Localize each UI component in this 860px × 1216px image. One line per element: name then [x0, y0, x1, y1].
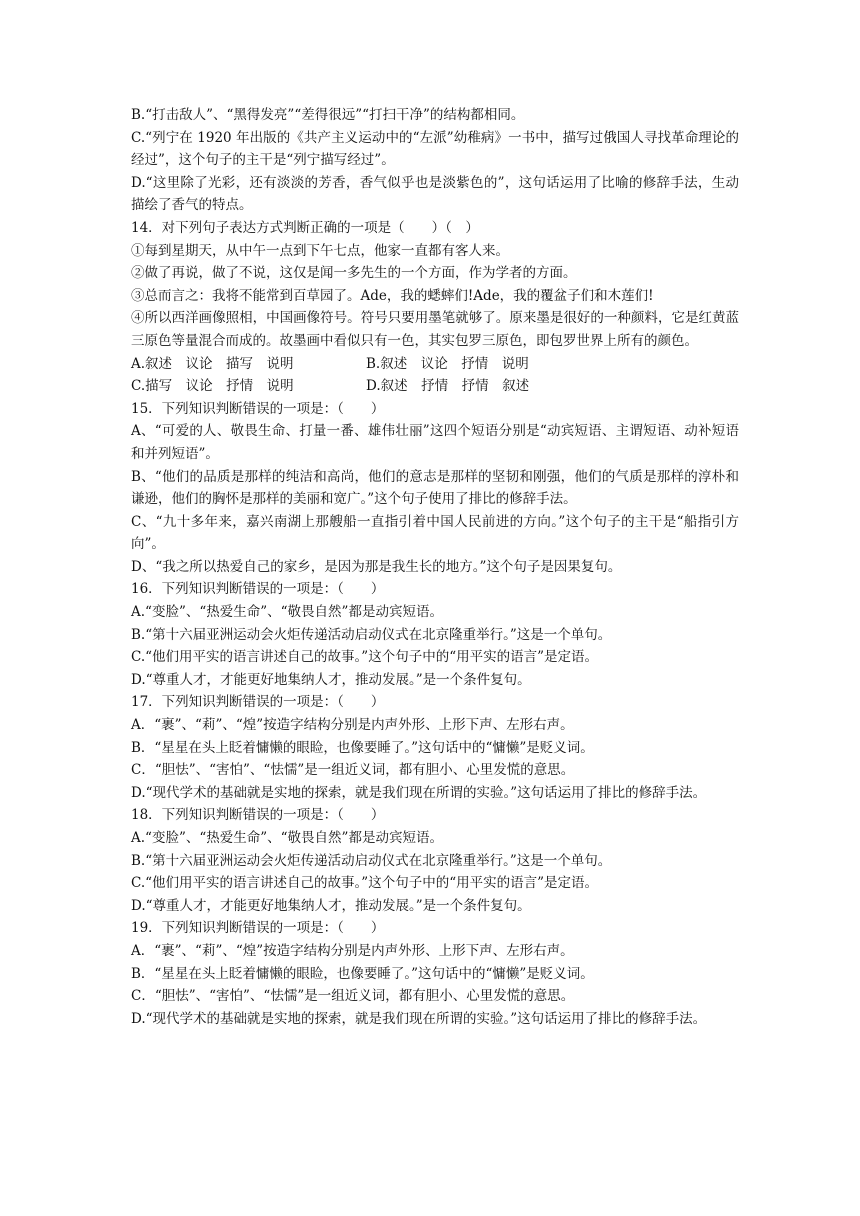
question-stem: 16．下列知识判断错误的一项是：（ ）: [131, 581, 385, 598]
option-b: B.“打击敌人”、“黑得发亮”“差得很远”“打扫干净”的结构都相同。: [131, 107, 525, 123]
question-stem: 19．下列知识判断错误的一项是：（ ）: [131, 920, 385, 937]
option-d: D.“尊重人才，才能更好地集纳人才，推动发展。”是一个条件复句。: [131, 671, 531, 688]
question-17: [131, 691, 739, 804]
option-a: A.“变脸”、“热爱生命”、“敬畏自然”都是动宾短语。: [131, 830, 443, 846]
option-c: C.“他们用平实的语言讲述自己的故事。”这个句子中的“用平实的语言”是定语。: [131, 875, 598, 892]
options-row-cd: [131, 375, 739, 398]
option-b: B、“他们的品质是那样的纯洁和高尚，他们的意志是那样的坚韧和刚强，他们的气质是那样的淳朴和谦逊，他们的胸怀是那样的美丽和宽广。”这个句子使用了排比的修辞手法。: [131, 468, 739, 508]
option-d: D.“尊重人才，才能更好地集纳人才，推动发展。”是一个条件复句。: [131, 897, 531, 914]
option-b: B.叙述 议论 抒情 说明: [366, 355, 529, 372]
option-c: C．“胆怯”、“害怕”、“怯懦”是一组近义词，都有胆小、心里发慌的意思。: [131, 762, 575, 779]
document-page: [131, 104, 739, 1030]
options-row-ab: [131, 353, 739, 376]
question-19: [131, 917, 739, 1030]
option-a: A.“变脸”、“热爱生命”、“敬畏自然”都是动宾短语。: [131, 604, 443, 621]
option-b: B.“第十六届亚洲运动会火炬传递活动启动仪式在北京隆重举行。”这是一个单句。: [131, 626, 612, 643]
question-stem: 15．下列知识判断错误的一项是：（ ）: [131, 400, 385, 417]
option-a: A.叙述 议论 描写 说明: [131, 355, 294, 372]
option-b: B．“星星在头上眨着慵懒的眼睑，也像要睡了。”这句话中的“慵懒”是贬义词。: [131, 965, 594, 982]
option-d: D.“现代学术的基础就是实地的探索，就是我们现在所谓的实验。”这句话运用了排比的修辞手法。: [131, 1010, 707, 1027]
option-d: D.叙述 抒情 抒情 叙述: [366, 378, 530, 395]
option-b: B．“星星在头上眨着慵懒的眼睑，也像要睡了。”这句话中的“慵懒”是贬义词。: [131, 739, 594, 756]
question-13-tail: [131, 104, 739, 217]
option-c: C．“胆怯”、“害怕”、“怯懦”是一组近义词，都有胆小、心里发慌的意思。: [131, 988, 575, 1005]
question-18: [131, 804, 739, 917]
option-d: D、“我之所以热爱自己的家乡，是因为那是我生长的地方。”这个句子是因果复句。: [131, 558, 622, 575]
option-a: A、“可爱的人、敬畏生命、打量一番、雄伟壮丽”这四个短语分别是“动宾短语、主谓短语、动补短语和并列短语”。: [131, 423, 739, 462]
option-c: C.描写 议论 抒情 说明: [131, 378, 294, 395]
option-a: A．“裹”、“莉”、“煌”按造字结构分别是内声外形、上形下声、左形右声。: [131, 942, 574, 959]
option-d: D.“这里除了光彩，还有淡淡的芳香，香气似乎也是淡紫色的”，这句话运用了比喻的修辞手法，生动描绘了香气的特点。: [131, 174, 739, 214]
sentence-1: ①每到星期天，从中午一点到下午七点，他家一直都有客人来。: [131, 242, 509, 259]
question-16: [131, 578, 739, 691]
question-14: [131, 217, 739, 398]
option-c: C.“他们用平实的语言讲述自己的故事。”这个句子中的“用平实的语言”是定语。: [131, 649, 598, 666]
sentence-2: ②做了再说，做了不说，这仅是闻一多先生的一个方面，作为学者的方面。: [131, 265, 577, 282]
question-stem: 17．下列知识判断错误的一项是：（ ）: [131, 694, 385, 711]
question-stem: 18．下列知识判断错误的一项是：（ ）: [131, 807, 385, 824]
question-stem: 14．对下列句子表达方式判断正确的一项是（ ）（ ）: [131, 219, 479, 236]
option-d: D.“现代学术的基础就是实地的探索，就是我们现在所谓的实验。”这句话运用了排比的修辞手法。: [131, 784, 707, 801]
option-a: A．“裹”、“莉”、“煌”按造字结构分别是内声外形、上形下声、左形右声。: [131, 717, 574, 734]
sentence-3: ③总而言之：我将不能常到百草园了。Ade，我的蟋蟀们!Ade，我的覆盆子们和木莲们!: [131, 287, 654, 304]
option-c: C.“列宁在 1920 年出版的《共产主义运动中的“左派”幼稚病》一书中，描写过俄国人寻找革命理论的经过”，这个句子的主干是“列宁描写经过”。: [131, 129, 739, 169]
question-15: [131, 398, 739, 579]
sentence-4: ④所以西洋画像照相，中国画像符号。符号只要用墨笔就够了。原来墨是很好的一种颜料，它是红黄蓝三原色等量混合而成的。故墨画中看似只有一色，其实包罗三原色，即包罗世界上所有的颜色。: [131, 310, 739, 349]
option-b: B.“第十六届亚洲运动会火炬传递活动启动仪式在北京隆重举行。”这是一个单句。: [131, 852, 612, 869]
option-c: C、“九十多年来，嘉兴南湖上那艘船一直指引着中国人民前进的方向。”这个句子的主干是“船指引方向”。: [131, 513, 739, 553]
